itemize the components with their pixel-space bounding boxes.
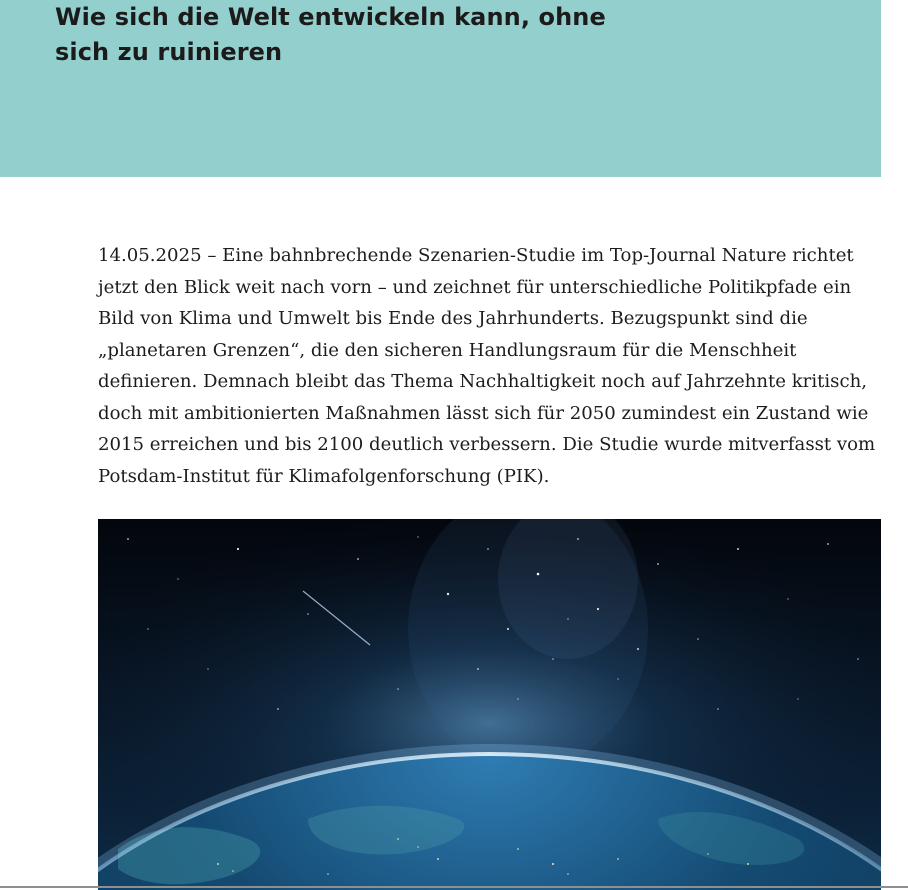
window-bottom-edge bbox=[0, 886, 908, 888]
earth-illustration bbox=[98, 519, 881, 890]
article-lead-paragraph: 14.05.2025 – Eine bahnbrechende Szenarien-Studie im Top-Journal Nature richtet jetzt den Blick weit nach vorn – und zeichnet für unterschiedliche Politikpfade ein Bild von Klima und Umwelt bis Ende des Jahrhunderts. Bezugspunkt sind die „planetaren Grenzen“, die den sicheren Handlungsraum für die Menschheit definieren. Demnach bleibt das Thema Nachhaltigkeit noch auf Jahrzehnte kritisch, doch mit ambitionierten Maßnahmen lässt sich für 2050 zumindest ein Zustand wie 2015 erreichen und bis 2100 deutlich verbessern. Die Studie wurde mitverfasst vom Potsdam-Institut für Klimafolgenforschung (PIK). bbox=[98, 245, 876, 487]
earth-from-space-image bbox=[98, 519, 881, 890]
page-title: Wie sich die Welt entwickeln kann, ohne sich zu ruinieren bbox=[55, 3, 606, 66]
hero-banner bbox=[0, 0, 881, 177]
